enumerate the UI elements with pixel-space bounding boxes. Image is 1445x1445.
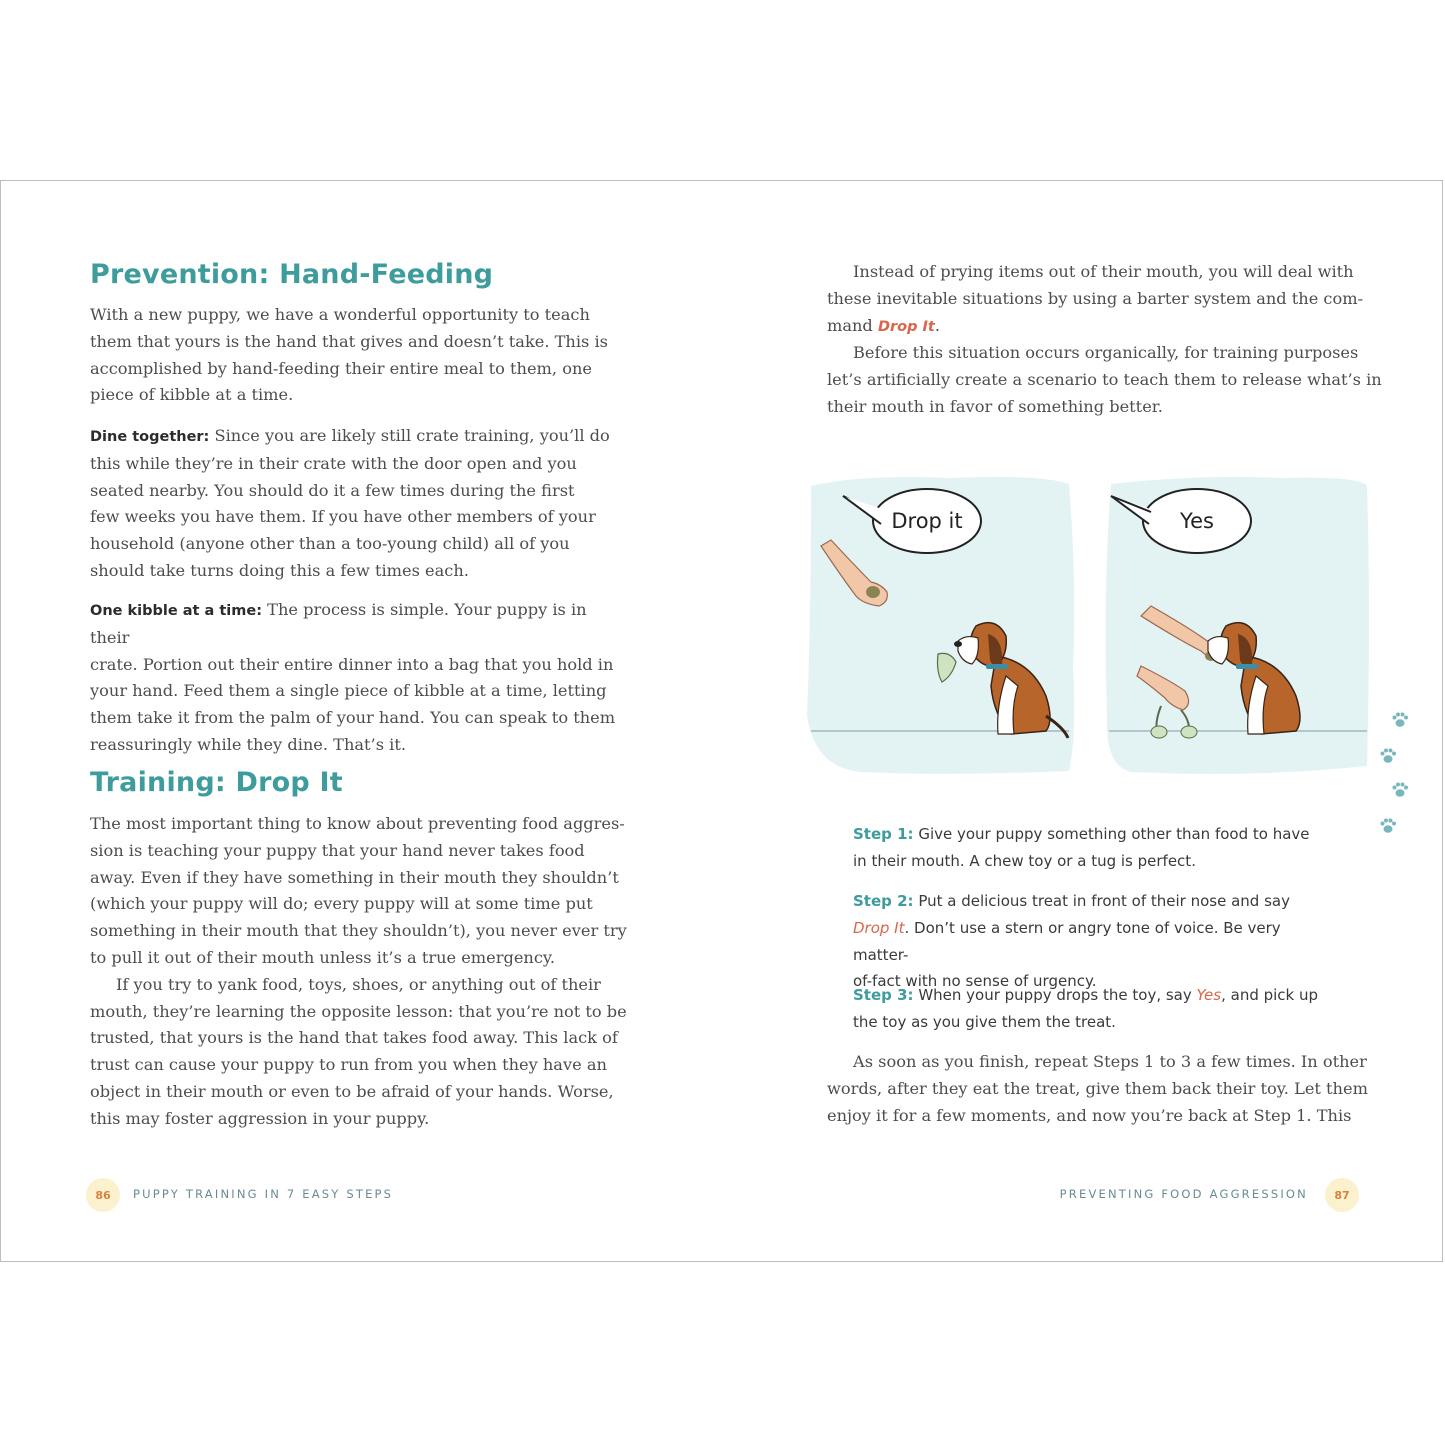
text-line: Before this situation occurs organically, for training purposes: [853, 343, 1359, 363]
text-line: enjoy it for a few moments, and now you’re back at Step 1. This: [827, 1105, 1352, 1125]
bubble-text-yes: Yes: [1180, 509, 1214, 533]
text-line: away. Even if they have something in their mouth they shouldn’t: [90, 867, 619, 887]
text-line: in their mouth. A chew toy or a tug is perfect.: [853, 851, 1196, 870]
punctuation: .: [934, 315, 940, 335]
drop-it-command: Drop It: [853, 918, 905, 937]
text-line: Since you are likely still crate training, you’ll do: [209, 426, 610, 445]
step-1-label: Step 1:: [853, 825, 914, 843]
text-line: trusted, that yours is the hand that takes food away. This lack of: [90, 1028, 618, 1048]
running-head-right: PREVENTING FOOD AGGRESSION: [1059, 1187, 1308, 1201]
step-2: [853, 888, 1333, 995]
text-line: household (anyone other than a too-young child) all of you: [90, 534, 570, 554]
drop-it-command: Drop It: [877, 318, 935, 335]
text-line: mouth, they’re learning the opposite lesson: that you’re not to be: [90, 1001, 627, 1021]
text-line: these inevitable situations by using a barter system and the com-: [827, 288, 1364, 308]
one-kibble-label: One kibble at a time:: [90, 603, 262, 619]
text-line: . Don’t use a stern or angry tone of voice. Be very matter-: [853, 918, 1281, 964]
text-line: let’s artificially create a scenario to teach them to release what’s in: [827, 370, 1382, 390]
text-line: this may foster aggression in your puppy.: [90, 1108, 430, 1128]
step-2-label: Step 2:: [853, 892, 914, 910]
text-line: Put a delicious treat in front of their nose and say: [913, 892, 1290, 910]
text-line: object in their mouth or even to be afraid of your hands. Worse,: [90, 1081, 614, 1101]
barter-paragraph: [827, 259, 1387, 421]
yes-command: Yes: [1196, 986, 1222, 1004]
text-line: seated nearby. You should do it a few times during the first: [90, 480, 575, 500]
text-line: sion is teaching your puppy that your hand never takes food: [90, 840, 585, 860]
text-line: reassuringly while they dine. That’s it.: [90, 734, 406, 754]
text-line: them take it from the palm of your hand. You can speak to them: [90, 708, 616, 728]
bubble-text-drop-it: Drop it: [891, 509, 963, 533]
text-line: the toy as you give them the treat.: [853, 1012, 1116, 1031]
book-spread: [0, 180, 1443, 1262]
heading-hand-feeding: Prevention: Hand-Feeding: [90, 259, 494, 290]
dine-together-paragraph: [90, 423, 630, 585]
text-line: accomplished by hand-feeding their entire meal to them, one: [90, 358, 592, 378]
text-line: of-fact with no sense of urgency.: [853, 972, 1097, 991]
text-line: to pull it out of their mouth unless it’s a true emergency.: [90, 947, 556, 967]
text-line: , and pick up: [1221, 986, 1319, 1004]
text-line: mand: [827, 315, 878, 335]
text-line: their mouth in favor of something better.: [827, 396, 1163, 416]
drop-it-illustration: [801, 466, 1441, 781]
text-line: When your puppy drops the toy, say: [913, 986, 1197, 1004]
intro-paragraph: [90, 302, 630, 409]
text-line: words, after they eat the treat, give them back their toy. Let them: [827, 1078, 1368, 1098]
page-number-left: 86: [86, 1178, 120, 1212]
text-line: piece of kibble at a time.: [90, 385, 294, 405]
text-line: The most important thing to know about preventing food aggres-: [90, 814, 625, 833]
one-kibble-paragraph: [90, 597, 630, 759]
step-3: [853, 982, 1333, 1036]
text-line: With a new puppy, we have a wonderful opportunity to teach: [90, 305, 590, 324]
text-line: trust can cause your puppy to run from you when they have an: [90, 1055, 607, 1075]
text-line: something in their mouth that they shouldn’t), you never ever try: [90, 921, 627, 941]
text-line: crate. Portion out their entire dinner into a bag that you hold in: [90, 654, 614, 674]
paw-print-icon: [1378, 746, 1398, 766]
paw-print-icon: [1390, 710, 1410, 730]
paw-print-icon: [1390, 780, 1410, 800]
text-line: As soon as you finish, repeat Steps 1 to 3 a few times. In other: [853, 1052, 1367, 1071]
running-head-left: PUPPY TRAINING IN 7 EASY STEPS: [133, 1187, 394, 1201]
text-line: few weeks you have them. If you have other members of your: [90, 507, 596, 527]
repeat-paragraph: [827, 1049, 1387, 1129]
page-number-right: 87: [1325, 1178, 1359, 1212]
dine-together-label: Dine together:: [90, 429, 210, 445]
text-line: your hand. Feed them a single piece of kibble at a time, letting: [90, 681, 607, 701]
step-3-label: Step 3:: [853, 986, 914, 1004]
text-line: (which your puppy will do; every puppy will at some time put: [90, 894, 593, 914]
text-line: should take turns doing this a few times each.: [90, 560, 469, 580]
paw-print-icon: [1378, 816, 1398, 836]
text-line: If you try to yank food, toys, shoes, or anything out of their: [116, 974, 601, 994]
heading-drop-it: Training: Drop It: [90, 767, 343, 798]
text-line: Give your puppy something other than food to have: [913, 825, 1310, 843]
text-line: Instead of prying items out of their mouth, you will deal with: [853, 262, 1354, 281]
text-line: this while they’re in their crate with the door open and you: [90, 453, 577, 473]
text-line: them that yours is the hand that gives and doesn’t take. This is: [90, 331, 608, 351]
text-line: The process is simple. Your puppy is in their: [90, 600, 587, 647]
step-1: [853, 821, 1333, 875]
drop-it-paragraph: [90, 811, 635, 1133]
